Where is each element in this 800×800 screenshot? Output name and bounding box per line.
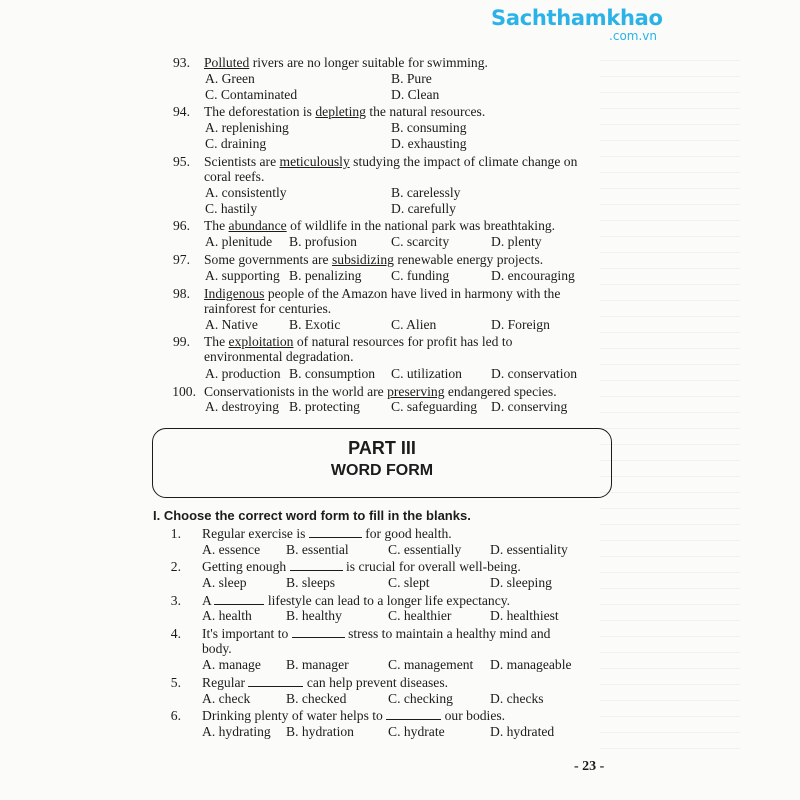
- underlined-word: depleting: [315, 104, 366, 119]
- option-d: D. plenty: [491, 234, 542, 249]
- option-a: A. replenishing: [205, 120, 289, 135]
- question-number: 6.: [170, 708, 181, 723]
- option-b: B. healthy: [286, 608, 342, 623]
- section-header-box: [152, 428, 612, 498]
- option-d: D. healthiest: [490, 608, 559, 623]
- page-number: - 23 -: [574, 759, 605, 774]
- option-c: C. checking: [388, 691, 453, 706]
- question-text: Indigenous people of the Amazon have lived in harmony with the: [204, 286, 561, 301]
- fill-blank: [309, 526, 362, 538]
- option-d: D. conservation: [491, 366, 578, 381]
- question-number: 99.: [173, 334, 190, 349]
- question-number: 5.: [170, 675, 181, 690]
- option-d: D. encouraging: [491, 268, 575, 283]
- option-c: C. management: [388, 657, 474, 672]
- option-a: A. destroying: [205, 399, 280, 414]
- option-c: C. essentially: [388, 542, 462, 557]
- option-b: B. protecting: [289, 399, 360, 414]
- question-text: Polluted rivers are no longer suitable for swimming.: [204, 55, 488, 70]
- option-a: A. Green: [205, 71, 255, 86]
- brand-logo: [491, 6, 663, 43]
- brand-name: Sachthamkhao: [491, 6, 663, 30]
- question-number: 1.: [170, 526, 181, 541]
- bleed-through-texture: [600, 60, 740, 760]
- question-text: Regular can help prevent diseases.: [202, 675, 449, 690]
- option-a: A. essence: [202, 542, 261, 557]
- option-c: C. Alien: [391, 317, 437, 332]
- question-number: 97.: [173, 252, 190, 267]
- option-d: D. Clean: [391, 87, 440, 102]
- question-number: 95.: [173, 154, 190, 169]
- fill-blank: [292, 626, 345, 638]
- option-c: C. hydrate: [388, 724, 445, 739]
- question-number: 96.: [173, 218, 190, 233]
- option-d: D. conserving: [491, 399, 568, 414]
- option-b: B. Exotic: [289, 317, 341, 332]
- option-b: B. manager: [286, 657, 349, 672]
- question-number: 2.: [170, 559, 181, 574]
- question-text: A lifestyle can lead to a longer life expectancy.: [202, 593, 511, 608]
- question-text: The abundance of wildlife in the national park was breathtaking.: [204, 218, 556, 233]
- option-c: C. safeguarding: [391, 399, 478, 414]
- question-number: 4.: [170, 626, 181, 641]
- section-title: PART III: [348, 438, 416, 458]
- underlined-word: preserving: [387, 384, 445, 399]
- option-a: A. plenitude: [205, 234, 273, 249]
- option-b: B. profusion: [289, 234, 357, 249]
- option-b: B. consuming: [391, 120, 467, 135]
- option-a: A. manage: [202, 657, 261, 672]
- option-b: B. hydration: [286, 724, 354, 739]
- question-text: Getting enough is crucial for overall well-being.: [202, 559, 521, 574]
- option-a: A. health: [202, 608, 252, 623]
- option-d: D. manageable: [490, 657, 572, 672]
- option-a: A. supporting: [205, 268, 280, 283]
- question-text: Conservationists in the world are preserving endangered species.: [204, 384, 557, 399]
- option-d: D. carefully: [391, 201, 456, 216]
- option-c: C. funding: [391, 268, 450, 283]
- option-b: B. essential: [286, 542, 349, 557]
- option-d: D. checks: [490, 691, 544, 706]
- instruction-heading: I. Choose the correct word form to fill in the blanks.: [153, 508, 471, 523]
- question-number: 94.: [173, 104, 190, 119]
- option-b: B. penalizing: [289, 268, 362, 283]
- option-b: B. consumption: [289, 366, 376, 381]
- question-text: It's important to stress to maintain a healthy mind and: [202, 626, 551, 641]
- option-c: C. draining: [205, 136, 267, 151]
- option-c: C. utilization: [391, 366, 462, 381]
- question-number: 3.: [170, 593, 181, 608]
- underlined-word: meticulously: [279, 154, 350, 169]
- option-d: D. Foreign: [491, 317, 550, 332]
- fill-blank: [248, 675, 303, 687]
- option-b: B. Pure: [391, 71, 432, 86]
- question-text: The exploitation of natural resources for profit has led to: [204, 334, 513, 349]
- underlined-word: Polluted: [204, 55, 250, 70]
- fill-blank: [386, 708, 441, 720]
- question-text-continued: body.: [202, 641, 232, 656]
- option-a: A. hydrating: [202, 724, 271, 739]
- option-b: B. checked: [286, 691, 347, 706]
- option-b: B. carelessly: [391, 185, 461, 200]
- option-a: A. Native: [205, 317, 258, 332]
- section-subtitle: WORD FORM: [330, 462, 434, 479]
- question-text: Some governments are subsidizing renewable energy projects.: [204, 252, 544, 267]
- option-d: D. essentiality: [490, 542, 568, 557]
- option-c: C. healthier: [388, 608, 452, 623]
- option-b: B. sleeps: [286, 575, 336, 590]
- underlined-word: Indigenous: [204, 286, 265, 301]
- question-text: The deforestation is depleting the natural resources.: [204, 104, 486, 119]
- option-d: D. exhausting: [391, 136, 467, 151]
- underlined-word: exploitation: [228, 334, 294, 349]
- option-a: A. consistently: [205, 185, 287, 200]
- option-d: D. sleeping: [490, 575, 552, 590]
- fill-blank: [290, 559, 343, 571]
- option-c: C. Contaminated: [205, 87, 298, 102]
- question-number: 93.: [173, 55, 190, 70]
- option-c: C. scarcity: [391, 234, 450, 249]
- option-a: A. sleep: [202, 575, 247, 590]
- question-text-continued: coral reefs.: [204, 169, 265, 184]
- option-c: C. hastily: [205, 201, 258, 216]
- question-number: 100.: [172, 384, 196, 399]
- question-text: Scientists are meticulously studying the impact of climate change on: [204, 154, 578, 169]
- underlined-word: subsidizing: [331, 252, 394, 267]
- fill-blank: [214, 593, 264, 605]
- question-text-continued: rainforest for centuries.: [204, 301, 332, 316]
- underlined-word: abundance: [228, 218, 287, 233]
- option-d: D. hydrated: [490, 724, 555, 739]
- question-text: Drinking plenty of water helps to our bodies.: [202, 708, 506, 723]
- question-text-continued: environmental degradation.: [204, 349, 354, 364]
- option-a: A. production: [205, 366, 281, 381]
- question-number: 98.: [173, 286, 190, 301]
- brand-domain: .com.vn: [609, 29, 657, 43]
- option-a: A. check: [202, 691, 251, 706]
- option-c: C. slept: [388, 575, 430, 590]
- question-text: Regular exercise is for good health.: [202, 526, 452, 541]
